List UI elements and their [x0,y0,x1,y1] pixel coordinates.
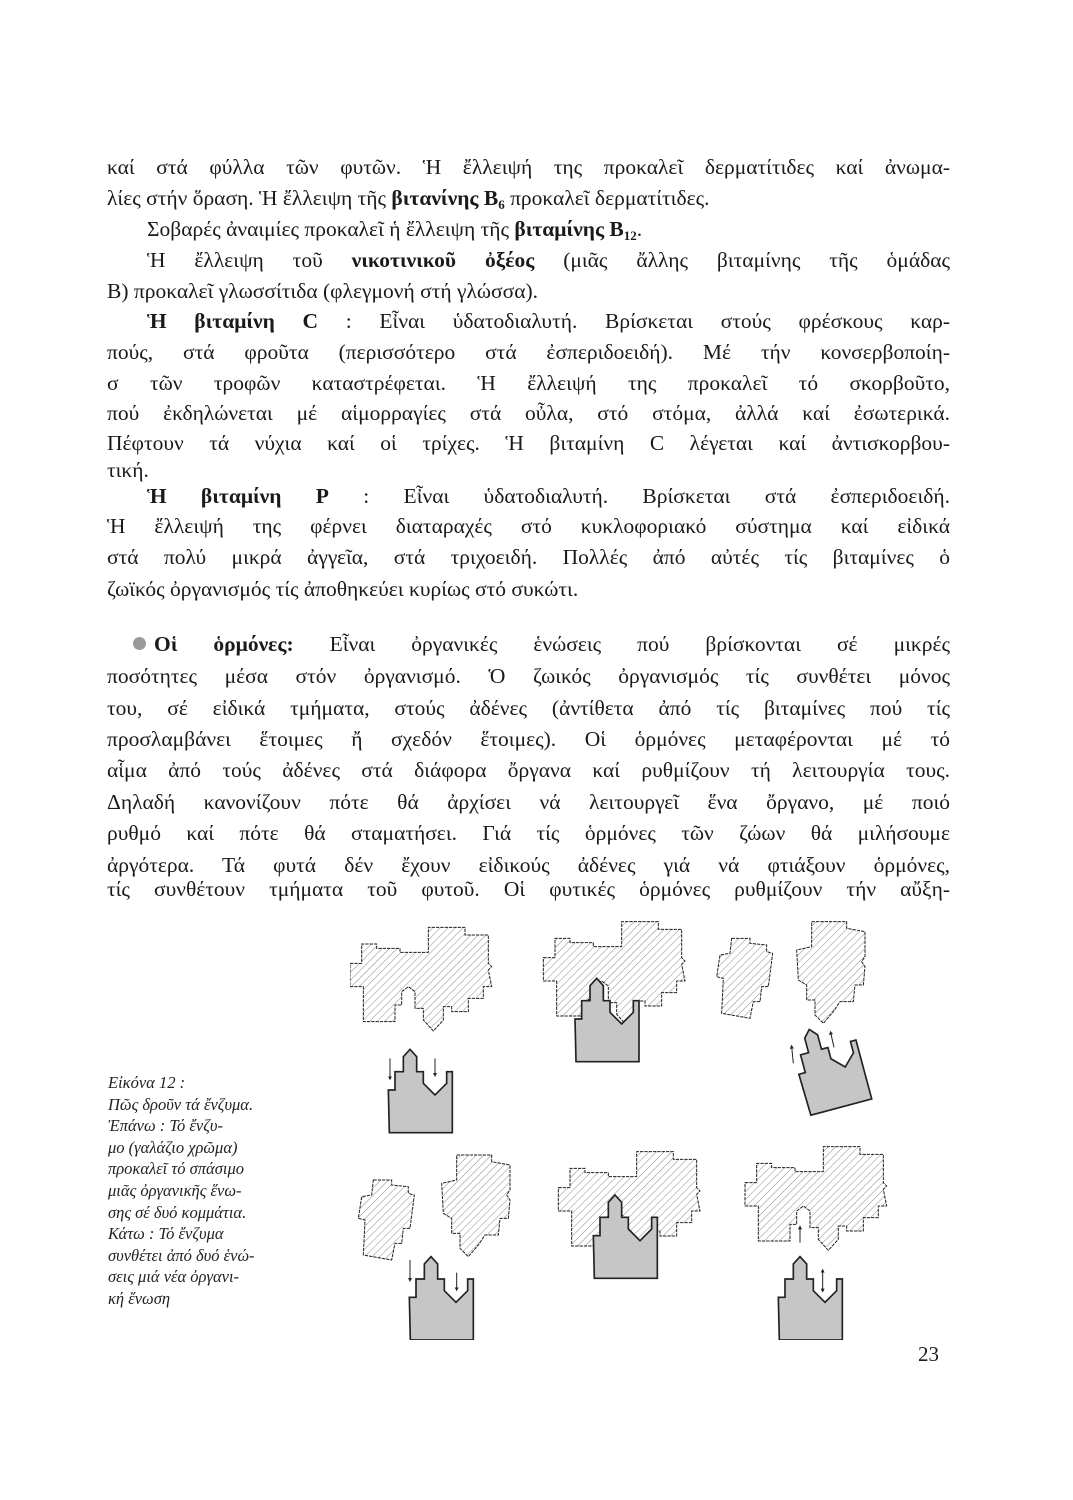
text-run: καί στά φύλλα τῶν φυτῶν. Ἡ ἔλλειψή της προκαλεῖ δερματίτιδες καί ἀνωμα- [107,155,950,179]
text-run: τίς συνθέτουν τμήματα τοῦ φυτοῦ. Οἱ φυτικές ὁρμόνες ρυθμίζουν τήν αὔξη- [107,877,950,901]
enzyme-shape [778,1257,842,1340]
text-run: ζωϊκός ὀργανισμός τίς ἀποθηκεύει κυρίως στό συκώτι. [107,577,579,601]
enzyme-shape [388,1049,452,1132]
text-line [107,695,950,722]
enzyme-figure [350,920,950,1340]
caption-line: σεις μιά νέα ὀργανι- [108,1267,240,1287]
text-run: Σοβαρές ἀναιμίες προκαλεῖ ἡ ἔλλειψη τῆς [147,217,515,241]
arrow-icon [831,1033,834,1048]
text-run: Ἡ ἔλλειψή της φέρνει διαταραχές στό κυκλοφοριακό σύστημα καί εἰδικά [107,514,950,538]
subscript: 6 [498,197,505,212]
text-run: B) προκαλεῖ γλωσσίτιδα (φλεγμονή στή γλώσσα). [107,279,539,303]
text-run: στά πολύ μικρά ἀγγεῖα, στά τριχοειδή. Πολλές ἀπό αὐτές τίς βιταμίνες ὁ [107,545,950,569]
text-run: ρυθμό καί πότε θά σταματήσει. Γιά τίς ὁρμόνες τῶν ζώων θά μιλήσουμε [107,821,950,845]
text-line [107,308,950,335]
text-line [107,216,950,243]
text-run: προκαλεῖ δερματίτιδες. [504,186,710,210]
text-line [107,278,950,305]
caption-line: Πῶς δροῦν τά ἔνζυμα. [108,1094,254,1114]
caption-line: προκαλεῖ τό σπάσιμο [108,1159,244,1179]
text-line [107,339,950,366]
subscript: 12 [623,228,637,243]
text-run: προσλαμβάνει ἕτοιμες ἤ σχεδόν ἕτοιμες). Οἱ ὁρμόνες μεταφέρονται μέ τό [107,727,950,751]
text-line [107,430,950,457]
caption-line: σης σέ δυό κομμάτια. [108,1202,247,1222]
text-run: Πέφτουν τά νύχια καί οἱ τρίχες. Ἡ βιταμίνη C λέγεται καί ἀντισκορβου- [107,431,950,455]
text-line [107,726,950,753]
page-number: 23 [918,1342,939,1366]
text-run: . [636,217,643,241]
compound-fragment-shape [717,938,773,1018]
compound-fragment-shape [442,1155,510,1257]
compound-fragment-shape [797,922,865,1024]
text-line [107,876,950,903]
caption-line: κή ἕνωση [108,1288,171,1308]
caption-line: Κάτω : Τό ἔνζυμα [108,1224,224,1244]
enzyme-shape [409,1257,473,1340]
text-line [107,457,950,484]
bold-term: βιταμίνης B [514,217,624,241]
text-line [107,154,950,181]
caption-line: συνθέτει ἀπό δυό ἑνώ- [108,1245,255,1265]
text-line [107,247,950,274]
caption-line: μιᾶς ὀργανικῆς ἕνω- [108,1180,242,1200]
arrow-icon [792,1047,794,1064]
caption-line: Εἰκόνα 12 : [108,1073,186,1092]
text-line [107,483,950,510]
bold-term: Ἡ βιταμίνη C [147,309,319,333]
caption-line: μο (γαλάζιο χρῶμα) [108,1137,238,1157]
text-line [107,789,950,816]
text-run: : Εἶναι ὑδατοδιαλυτή. Βρίσκεται στά ἐσπεριδοειδή. [328,484,950,508]
text-line [107,852,950,879]
bold-term: : [286,632,294,656]
text-line [107,400,950,427]
text-run: Ἡ ἔλλειψη τοῦ [147,248,352,272]
text-run: (μιᾶς ἄλλης βιταμίνης τῆς ὁμάδας [534,248,951,272]
text-line [107,185,950,212]
bold-term: νικοτινικοῦ ὀξέος [351,248,535,272]
text-run: τική. [107,458,149,482]
bold-term: Οἱ ὁρμόνες [154,632,287,656]
text-run: πούς, στά φροῦτα (περισσότερο στά ἐσπεριδοειδή). Μέ τήν κονσερβοποίη- [107,340,950,364]
text-line [107,513,950,540]
text-line [107,576,950,603]
bullet-icon [133,637,146,650]
caption-line: Ἐπάνω : Τό ἔνζυ- [108,1116,223,1136]
bold-term: βιτανίνης B [391,186,499,210]
compound-fragment-shape [358,1180,414,1260]
text-line [107,757,950,784]
text-run: πού ἐκδηλώνεται μέ αἱμορραγίες στά οὖλα, στό στόμα, ἀλλά καί ἐσωτερικά. [107,401,950,425]
text-run: του, σέ εἰδικά τμήματα, στούς ἀδένες (ἀντίθετα ἀπό τίς βιταμίνες πού τίς [107,696,950,720]
enzyme-shape [788,1018,871,1115]
bold-term: Ἡ βιταμίνη P [147,484,329,508]
text-line [107,370,950,397]
compound-shape [745,1147,887,1251]
text-line [107,631,950,658]
text-run: λίες στήν ὅραση. Ἡ ἔλλειψη τῆς [107,186,392,210]
figure-caption [108,1072,334,1310]
text-run: Δηλαδή κανονίζουν πότε θά ἀρχίσει νά λειτουργεῖ ἕνα ὄργανο, μέ ποιό [107,790,950,814]
text-run: Εἶναι ὀργανικές ἑνώσεις πού βρίσκονται σέ μικρές [293,632,950,656]
compound-shape [350,927,492,1031]
text-line [107,544,950,571]
text-run: : Εἶναι ὑδατοδιαλυτή. Βρίσκεται στούς φρέσκους καρ- [318,309,950,333]
text-run: ποσότητες μέσα στόν ὀργανισμό. Ὁ ζωικός ὀργανισμός τίς συνθέτει μόνος [107,664,950,688]
text-run: σ τῶν τροφῶν καταστρέφεται. Ἡ ἔλλειψή της προκαλεῖ τό σκορβοῦτο, [107,371,950,395]
compound-shape [543,922,685,1026]
text-run: ἀργότερα. Τά φυτά δέν ἔχουν εἰδικούς ἀδένες γιά νά φτιάξουν ὁρμόνες, [107,853,950,877]
text-line [107,663,950,690]
text-run: αἷμα ἀπό τούς ἀδένες στά διάφορα ὄργανα καί ρυθμίζουν τή λειτουργία τους. [107,758,950,782]
text-line [107,820,950,847]
